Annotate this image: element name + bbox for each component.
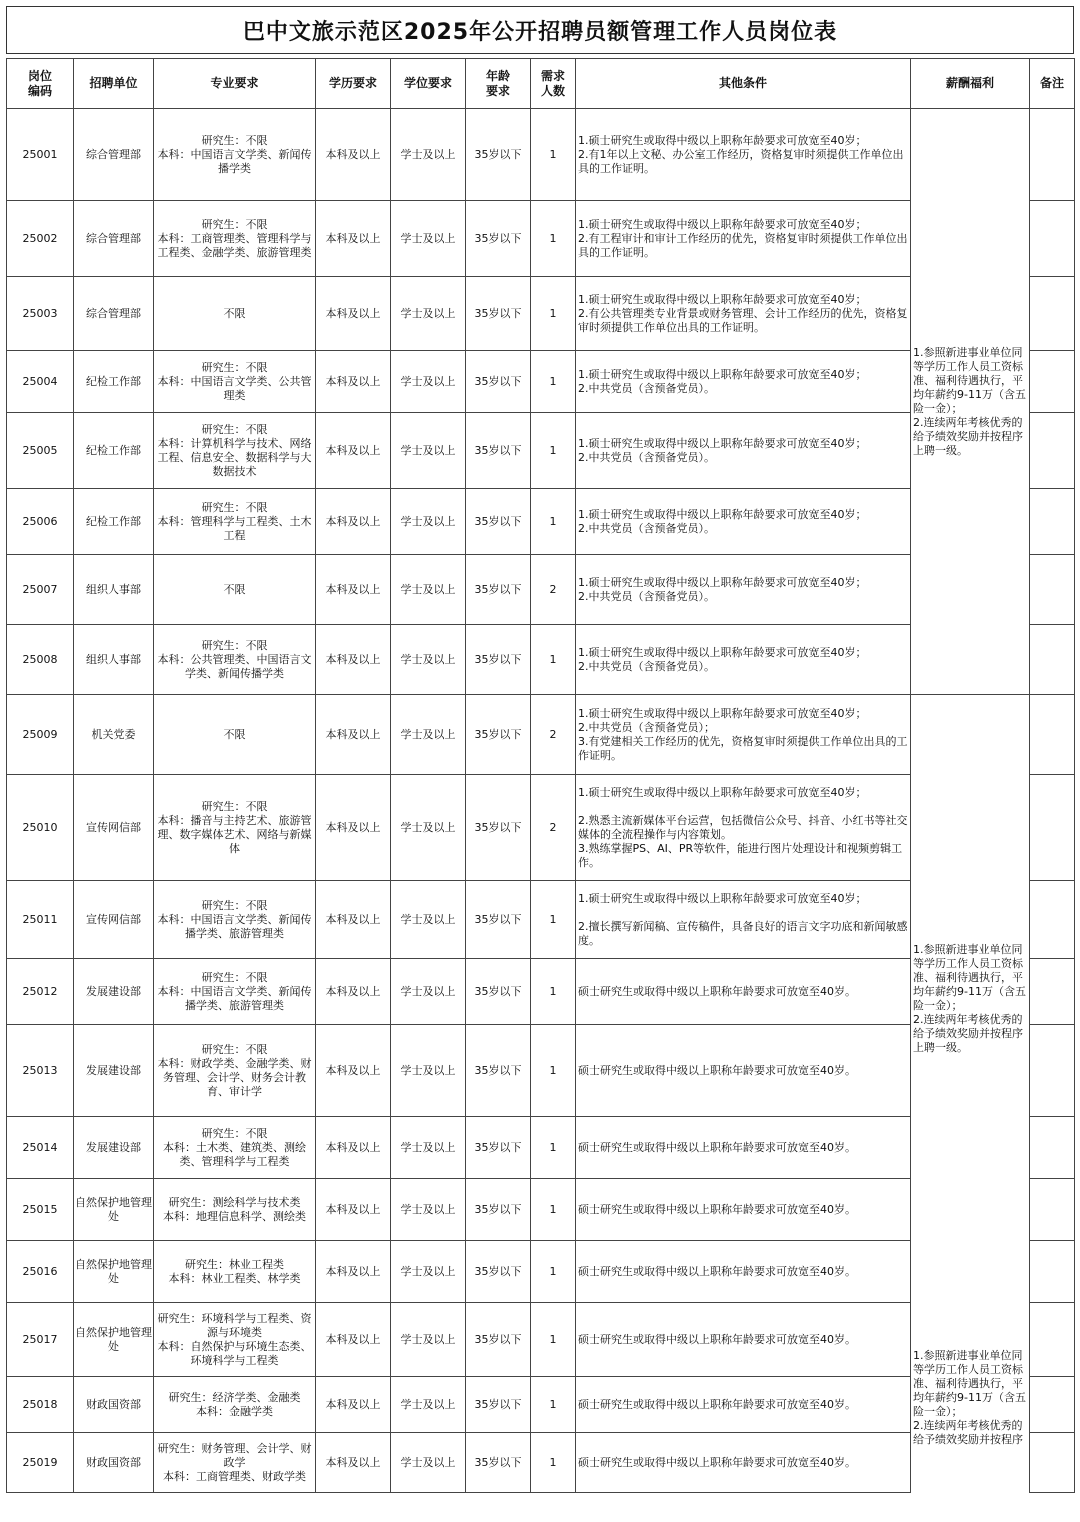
cell-count: 1 (531, 625, 576, 695)
cell-other: 硕士研究生或取得中级以上职称年龄要求可放宽至40岁。 (576, 1303, 911, 1377)
cell-edu: 本科及以上 (316, 201, 391, 277)
cell-major: 研究生：不限 本科：播音与主持艺术、旅游管理、数字媒体艺术、网络与新媒体 (154, 775, 316, 881)
cell-age: 35岁以下 (466, 109, 531, 201)
cell-major: 研究生：不限 本科：管理科学与工程类、土木工程 (154, 489, 316, 555)
cell-unit: 财政国资部 (74, 1433, 154, 1493)
cell-age: 35岁以下 (466, 1241, 531, 1303)
cell-degree: 学士及以上 (391, 351, 466, 413)
cell-code: 25006 (7, 489, 74, 555)
cell-unit: 发展建设部 (74, 1117, 154, 1179)
cell-other: 1.硕士研究生或取得中级以上职称年龄要求可放宽至40岁； 2.中共党员（含预备党员）。 (576, 351, 911, 413)
header-salary: 薪酬福利 (911, 59, 1030, 109)
cell-degree: 学士及以上 (391, 625, 466, 695)
cell-unit: 组织人事部 (74, 625, 154, 695)
cell-code: 25005 (7, 413, 74, 489)
cell-major: 研究生：不限 本科：中国语言文学类、新闻传播学类、旅游管理类 (154, 959, 316, 1025)
cell-edu: 本科及以上 (316, 1117, 391, 1179)
cell-other: 硕士研究生或取得中级以上职称年龄要求可放宽至40岁。 (576, 1241, 911, 1303)
cell-remark (1030, 1433, 1075, 1493)
cell-count: 1 (531, 1025, 576, 1117)
cell-other: 1.硕士研究生或取得中级以上职称年龄要求可放宽至40岁； 2.有公共管理类专业背景或财务管理、会计工作经历的优先，资格复审时须提供工作单位出具的工作证明。 (576, 277, 911, 351)
table-row (7, 109, 1075, 201)
cell-count: 1 (531, 1241, 576, 1303)
cell-code: 25017 (7, 1303, 74, 1377)
cell-remark (1030, 1241, 1075, 1303)
cell-remark (1030, 555, 1075, 625)
header-count: 需求 人数 (531, 59, 576, 109)
cell-code: 25007 (7, 555, 74, 625)
cell-edu: 本科及以上 (316, 489, 391, 555)
cell-remark (1030, 201, 1075, 277)
cell-age: 35岁以下 (466, 1433, 531, 1493)
header-edu: 学历要求 (316, 59, 391, 109)
cell-unit: 综合管理部 (74, 109, 154, 201)
cell-salary: 1.参照新进事业单位同等学历工作人员工资标准、福利待遇执行，平均年薪约9-11万（含五险一金）； 2.连续两年考核优秀的给予绩效奖励并按程序上聘一级。 (911, 109, 1030, 695)
cell-remark (1030, 351, 1075, 413)
cell-unit: 财政国资部 (74, 1377, 154, 1433)
cell-major: 研究生：不限 本科：计算机科学与技术、网络工程、信息安全、数据科学与大数据技术 (154, 413, 316, 489)
cell-edu: 本科及以上 (316, 351, 391, 413)
cell-count: 1 (531, 277, 576, 351)
cell-edu: 本科及以上 (316, 625, 391, 695)
cell-degree: 学士及以上 (391, 959, 466, 1025)
cell-age: 35岁以下 (466, 881, 531, 959)
cell-count: 1 (531, 413, 576, 489)
header-row (7, 59, 1075, 109)
cell-age: 35岁以下 (466, 625, 531, 695)
cell-edu: 本科及以上 (316, 775, 391, 881)
cell-other: 1.硕士研究生或取得中级以上职称年龄要求可放宽至40岁； 2.有1年以上文秘、办公室工作经历，资格复审时须提供工作单位出具的工作证明。 (576, 109, 911, 201)
cell-edu: 本科及以上 (316, 555, 391, 625)
header-major: 专业要求 (154, 59, 316, 109)
cell-unit: 综合管理部 (74, 201, 154, 277)
cell-age: 35岁以下 (466, 201, 531, 277)
cell-degree: 学士及以上 (391, 1241, 466, 1303)
cell-remark (1030, 109, 1075, 201)
cell-major: 不限 (154, 695, 316, 775)
cell-major: 研究生：不限 本科：中国语言文学类、公共管理类 (154, 351, 316, 413)
table-body (7, 109, 1075, 1493)
cell-degree: 学士及以上 (391, 413, 466, 489)
cell-unit: 纪检工作部 (74, 413, 154, 489)
cell-age: 35岁以下 (466, 1179, 531, 1241)
cell-degree: 学士及以上 (391, 1117, 466, 1179)
cell-count: 1 (531, 109, 576, 201)
cell-edu: 本科及以上 (316, 1179, 391, 1241)
cell-code: 25011 (7, 881, 74, 959)
cell-remark (1030, 1117, 1075, 1179)
cell-unit: 自然保护地管理处 (74, 1241, 154, 1303)
cell-age: 35岁以下 (466, 775, 531, 881)
cell-major: 研究生：环境科学与工程类、资源与环境类 本科：自然保护与环境生态类、环境科学与工程类 (154, 1303, 316, 1377)
cell-degree: 学士及以上 (391, 109, 466, 201)
cell-other: 硕士研究生或取得中级以上职称年龄要求可放宽至40岁。 (576, 959, 911, 1025)
cell-degree: 学士及以上 (391, 555, 466, 625)
cell-remark (1030, 413, 1075, 489)
cell-unit: 自然保护地管理处 (74, 1303, 154, 1377)
cell-major: 研究生：不限 本科：中国语言文学类、新闻传播学类、旅游管理类 (154, 881, 316, 959)
cell-code: 25018 (7, 1377, 74, 1433)
cell-count: 2 (531, 555, 576, 625)
header-unit: 招聘单位 (74, 59, 154, 109)
positions-table (6, 58, 1075, 1493)
cell-unit: 宣传网信部 (74, 881, 154, 959)
cell-remark (1030, 1025, 1075, 1117)
cell-remark (1030, 1179, 1075, 1241)
cell-edu: 本科及以上 (316, 1241, 391, 1303)
cell-major: 研究生：不限 本科：公共管理类、中国语言文学类、新闻传播学类 (154, 625, 316, 695)
table-row (7, 695, 1075, 775)
cell-remark (1030, 959, 1075, 1025)
cell-age: 35岁以下 (466, 1303, 531, 1377)
cell-other: 硕士研究生或取得中级以上职称年龄要求可放宽至40岁。 (576, 1179, 911, 1241)
cell-major: 研究生：财务管理、会计学、财政学 本科：工商管理类、财政学类 (154, 1433, 316, 1493)
header-degree: 学位要求 (391, 59, 466, 109)
cell-major: 研究生：不限 本科：财政学类、金融学类、财务管理、会计学、财务会计教育、审计学 (154, 1025, 316, 1117)
cell-count: 1 (531, 881, 576, 959)
cell-code: 25015 (7, 1179, 74, 1241)
cell-remark (1030, 775, 1075, 881)
cell-remark (1030, 489, 1075, 555)
cell-other: 1.硕士研究生或取得中级以上职称年龄要求可放宽至40岁； 2.中共党员（含预备党员）； 3.有党建相关工作经历的优先，资格复审时须提供工作单位出具的工作证明。 (576, 695, 911, 775)
cell-count: 1 (531, 1303, 576, 1377)
cell-remark (1030, 625, 1075, 695)
cell-count: 2 (531, 695, 576, 775)
cell-other: 1.硕士研究生或取得中级以上职称年龄要求可放宽至40岁； 2.中共党员（含预备党员）。 (576, 555, 911, 625)
cell-count: 1 (531, 1117, 576, 1179)
cell-edu: 本科及以上 (316, 109, 391, 201)
cell-count: 1 (531, 1377, 576, 1433)
cell-major: 研究生：不限 本科：工商管理类、管理科学与工程类、金融学类、旅游管理类 (154, 201, 316, 277)
cell-code: 25013 (7, 1025, 74, 1117)
header-age: 年龄 要求 (466, 59, 531, 109)
cell-edu: 本科及以上 (316, 959, 391, 1025)
header-remark: 备注 (1030, 59, 1075, 109)
cell-code: 25009 (7, 695, 74, 775)
cell-edu: 本科及以上 (316, 277, 391, 351)
cell-degree: 学士及以上 (391, 1433, 466, 1493)
cell-other: 1.硕士研究生或取得中级以上职称年龄要求可放宽至40岁； 2.擅长撰写新闻稿、宣传稿件，具备良好的语言文字功底和新闻敏感度。 (576, 881, 911, 959)
cell-unit: 机关党委 (74, 695, 154, 775)
cell-code: 25016 (7, 1241, 74, 1303)
cell-major: 研究生：经济学类、金融类 本科：金融学类 (154, 1377, 316, 1433)
cell-count: 1 (531, 1433, 576, 1493)
cell-degree: 学士及以上 (391, 1025, 466, 1117)
cell-unit: 发展建设部 (74, 1025, 154, 1117)
cell-edu: 本科及以上 (316, 695, 391, 775)
page-title: 巴中文旅示范区2025年公开招聘员额管理工作人员岗位表 (6, 6, 1074, 54)
cell-major: 不限 (154, 277, 316, 351)
cell-degree: 学士及以上 (391, 695, 466, 775)
cell-remark (1030, 1303, 1075, 1377)
cell-remark (1030, 881, 1075, 959)
cell-other: 1.硕士研究生或取得中级以上职称年龄要求可放宽至40岁； 2.中共党员（含预备党员）。 (576, 413, 911, 489)
cell-other: 1.硕士研究生或取得中级以上职称年龄要求可放宽至40岁； 2.有工程审计和审计工作经历的优先，资格复审时须提供工作单位出具的工作证明。 (576, 201, 911, 277)
cell-unit: 综合管理部 (74, 277, 154, 351)
cell-degree: 学士及以上 (391, 881, 466, 959)
cell-degree: 学士及以上 (391, 489, 466, 555)
cell-count: 1 (531, 959, 576, 1025)
cell-other: 1.硕士研究生或取得中级以上职称年龄要求可放宽至40岁； 2.熟悉主流新媒体平台运营，包括微信公众号、抖音、小红书等社交媒体的全流程操作与内容策划。 3.熟练掌握PS、AI、PR等软件，能进行图片处理设计和视频剪辑工作。 (576, 775, 911, 881)
cell-major: 研究生：测绘科学与技术类 本科：地理信息科学、测绘类 (154, 1179, 316, 1241)
table-row (7, 1303, 1075, 1377)
cell-count: 1 (531, 201, 576, 277)
cell-edu: 本科及以上 (316, 881, 391, 959)
cell-degree: 学士及以上 (391, 775, 466, 881)
cell-degree: 学士及以上 (391, 1179, 466, 1241)
cell-degree: 学士及以上 (391, 201, 466, 277)
cell-other: 硕士研究生或取得中级以上职称年龄要求可放宽至40岁。 (576, 1117, 911, 1179)
cell-age: 35岁以下 (466, 489, 531, 555)
cell-other: 1.硕士研究生或取得中级以上职称年龄要求可放宽至40岁； 2.中共党员（含预备党员）。 (576, 489, 911, 555)
cell-unit: 纪检工作部 (74, 489, 154, 555)
cell-count: 1 (531, 489, 576, 555)
header-other: 其他条件 (576, 59, 911, 109)
cell-degree: 学士及以上 (391, 277, 466, 351)
cell-remark (1030, 277, 1075, 351)
cell-age: 35岁以下 (466, 555, 531, 625)
cell-count: 2 (531, 775, 576, 881)
cell-unit: 组织人事部 (74, 555, 154, 625)
cell-major: 不限 (154, 555, 316, 625)
cell-edu: 本科及以上 (316, 413, 391, 489)
cell-salary: 1.参照新进事业单位同等学历工作人员工资标准、福利待遇执行，平均年薪约9-11万（含五险一金）； 2.连续两年考核优秀的给予绩效奖励并按程序 (911, 1303, 1030, 1493)
cell-major: 研究生：林业工程类 本科：林业工程类、林学类 (154, 1241, 316, 1303)
cell-age: 35岁以下 (466, 277, 531, 351)
cell-unit: 宣传网信部 (74, 775, 154, 881)
cell-code: 25012 (7, 959, 74, 1025)
cell-code: 25014 (7, 1117, 74, 1179)
cell-age: 35岁以下 (466, 1117, 531, 1179)
cell-remark (1030, 1377, 1075, 1433)
cell-remark (1030, 695, 1075, 775)
cell-unit: 自然保护地管理处 (74, 1179, 154, 1241)
cell-degree: 学士及以上 (391, 1303, 466, 1377)
cell-age: 35岁以下 (466, 413, 531, 489)
cell-unit: 纪检工作部 (74, 351, 154, 413)
cell-age: 35岁以下 (466, 351, 531, 413)
cell-age: 35岁以下 (466, 695, 531, 775)
cell-code: 25008 (7, 625, 74, 695)
cell-count: 1 (531, 351, 576, 413)
cell-salary: 1.参照新进事业单位同等学历工作人员工资标准、福利待遇执行，平均年薪约9-11万（含五险一金）； 2.连续两年考核优秀的给予绩效奖励并按程序上聘一级。 (911, 695, 1030, 1303)
cell-code: 25019 (7, 1433, 74, 1493)
cell-edu: 本科及以上 (316, 1377, 391, 1433)
cell-other: 硕士研究生或取得中级以上职称年龄要求可放宽至40岁。 (576, 1025, 911, 1117)
cell-other: 1.硕士研究生或取得中级以上职称年龄要求可放宽至40岁； 2.中共党员（含预备党员）。 (576, 625, 911, 695)
cell-unit: 发展建设部 (74, 959, 154, 1025)
cell-other: 硕士研究生或取得中级以上职称年龄要求可放宽至40岁。 (576, 1433, 911, 1493)
cell-edu: 本科及以上 (316, 1025, 391, 1117)
cell-code: 25003 (7, 277, 74, 351)
cell-count: 1 (531, 1179, 576, 1241)
cell-edu: 本科及以上 (316, 1303, 391, 1377)
header-code: 岗位 编码 (7, 59, 74, 109)
cell-code: 25004 (7, 351, 74, 413)
cell-major: 研究生：不限 本科：土木类、建筑类、测绘类、管理科学与工程类 (154, 1117, 316, 1179)
cell-other: 硕士研究生或取得中级以上职称年龄要求可放宽至40岁。 (576, 1377, 911, 1433)
cell-degree: 学士及以上 (391, 1377, 466, 1433)
cell-age: 35岁以下 (466, 1025, 531, 1117)
cell-edu: 本科及以上 (316, 1433, 391, 1493)
cell-age: 35岁以下 (466, 959, 531, 1025)
cell-code: 25010 (7, 775, 74, 881)
cell-code: 25001 (7, 109, 74, 201)
cell-major: 研究生：不限 本科：中国语言文学类、新闻传播学类 (154, 109, 316, 201)
cell-code: 25002 (7, 201, 74, 277)
cell-age: 35岁以下 (466, 1377, 531, 1433)
